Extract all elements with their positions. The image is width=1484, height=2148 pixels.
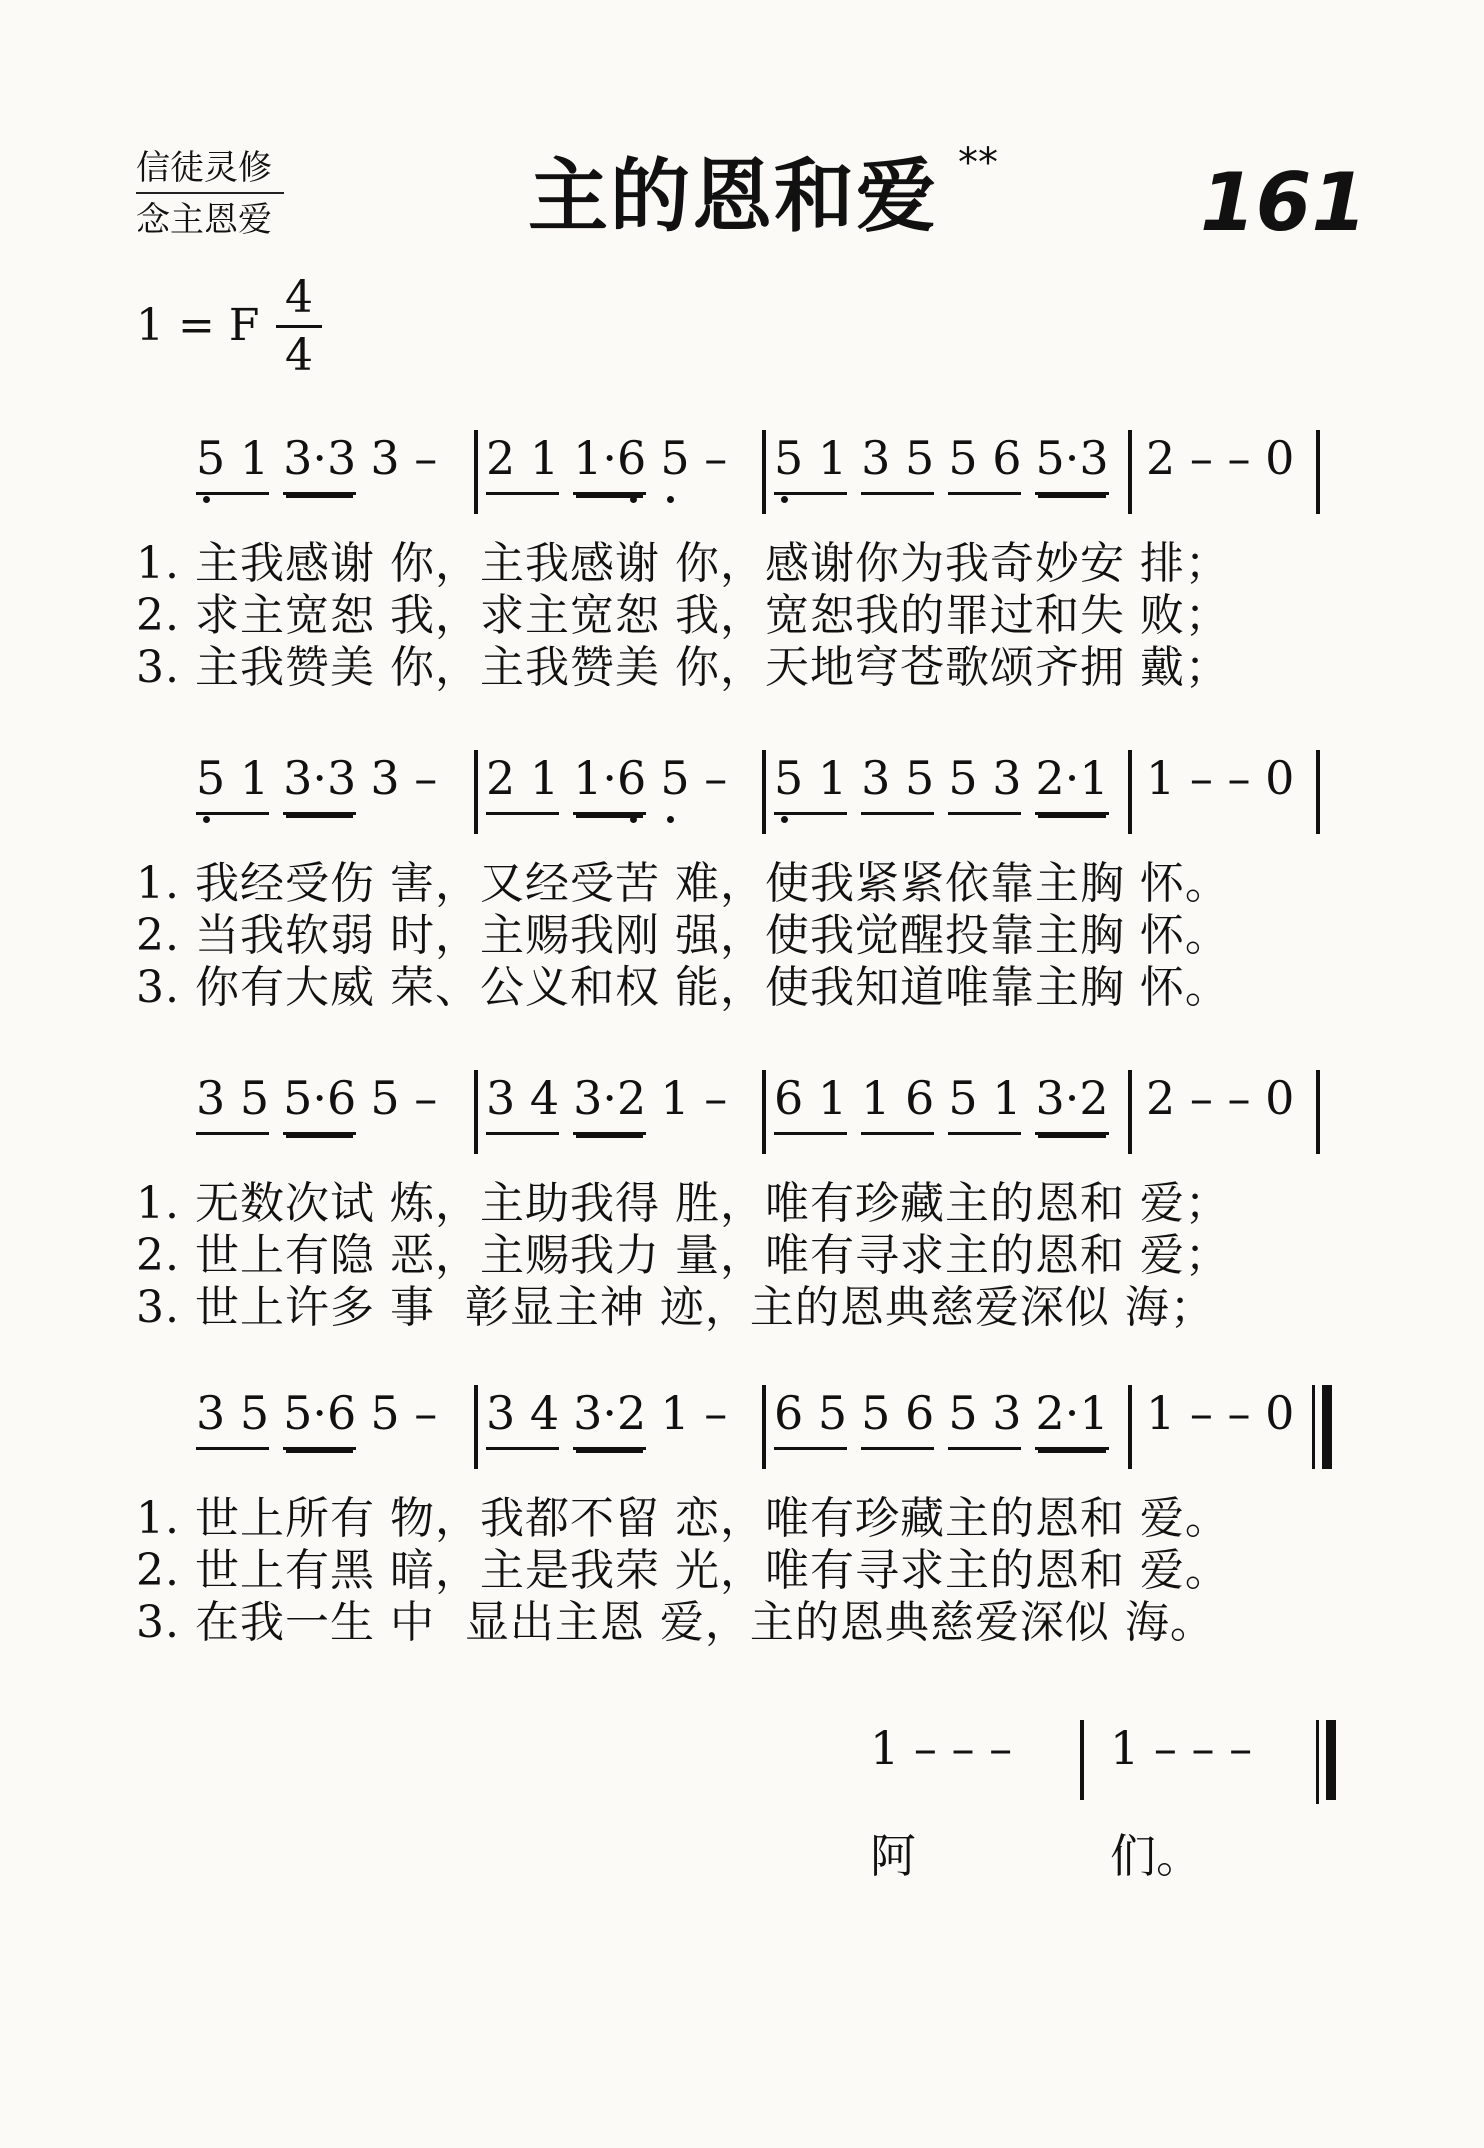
barline [474,430,478,514]
hymn-number: 161 [1200,156,1367,249]
note-group: 5 – [660,750,727,812]
barline [1128,430,1132,514]
amen-word-2: 们。 [1110,1829,1202,1883]
barline [762,1070,766,1154]
amen-ending [870,1720,1340,1890]
measure-3-1 [196,1070,451,1160]
lyric-line: 2. 当我软弱 时，主赐我刚 强，使我觉醒投靠主胸 怀。 [136,910,1230,961]
note-group: 5·3 [1035,430,1108,495]
measure-3-3 [774,1070,1123,1160]
note-group: 5 – [660,430,727,492]
lyric-line: 1. 无数次试 炼，主助我得 胜，唯有珍藏主的恩和 爱； [136,1178,1230,1229]
barline [1128,1070,1132,1154]
category-line-2: 念主恩爱 [136,200,272,240]
note-group: 3 – [370,751,438,805]
measure-2-1 [196,750,451,840]
category-line-1: 信徒灵修 [136,148,272,188]
note-group: 5 1 [948,1070,1021,1135]
note-group: 3·3 [283,430,356,495]
barline [1080,1720,1084,1800]
category-divider [136,192,284,194]
note-group: 1·6 [573,430,646,495]
note-group: 5 – [370,1071,438,1125]
note-group: 5 3 [948,750,1021,815]
barline [1128,750,1132,834]
note-group: 2·1 [1035,1385,1108,1450]
measure-1-4 [1146,430,1308,520]
measure-3-2 [486,1070,741,1160]
note-group: 5 1 [196,430,269,495]
note-group: 1 6 [861,1070,934,1135]
note-group: 1 – – – [870,1721,1013,1775]
note-group: 3 – [370,431,438,485]
note-group: 6 5 [774,1385,847,1450]
note-group: 5 – [370,1386,438,1440]
time-signature-bottom: 4 [285,330,313,381]
barline [474,1070,478,1154]
note-group: 2 1 [486,430,559,495]
measure-2-3 [774,750,1123,840]
barline [1316,750,1320,834]
note-group: 5 6 [861,1385,934,1450]
lyric-line: 2. 世上有隐 恶，主赐我力 量，唯有寻求主的恩和 爱； [136,1230,1230,1281]
measure-4-4 [1146,1385,1308,1475]
note-group: 3·2 [573,1070,646,1135]
note-group: 3·3 [283,750,356,815]
note-group: 3 5 [196,1385,269,1450]
note-group: 5 3 [948,1385,1021,1450]
key-signature: 1 = F [136,300,260,351]
lyric-line: 1. 我经受伤 害，又经受苦 难，使我紧紧依靠主胸 怀。 [136,858,1230,909]
note-group: 3 4 [486,1385,559,1450]
measure-4-3 [774,1385,1123,1475]
measure-4-1 [196,1385,451,1475]
note-group: 1·6 [573,750,646,815]
final-barline [1326,1720,1336,1800]
measure-2-2 [486,750,741,840]
note-group: 1 – – – [1110,1721,1253,1775]
barline [474,1385,478,1469]
barline [1316,430,1320,514]
lyrics-block-4 [136,1493,1230,1649]
note-group: 5 1 [774,750,847,815]
lyric-line: 1. 主我感谢 你，主我感谢 你，感谢你为我奇妙安 排； [136,538,1230,589]
notation-line-2 [0,750,1484,840]
note-group: 5 1 [774,430,847,495]
note-group: 3·2 [1035,1070,1108,1135]
note-group: 1 – – 0 [1146,751,1295,805]
note-group: 2 1 [486,750,559,815]
title-marker: ** [958,140,998,186]
lyrics-block-2 [136,858,1230,1014]
measure-3-4 [1146,1070,1308,1160]
final-barline [1322,1385,1332,1469]
notation-line-1 [0,430,1484,520]
note-group: 3 5 [861,750,934,815]
time-signature-top: 4 [285,272,313,323]
note-group: 3 4 [486,1070,559,1135]
barline [1128,1385,1132,1469]
lyric-line: 2. 世上有黑 暗，主是我荣 光，唯有寻求主的恩和 爱。 [136,1545,1230,1596]
hymn-title: 主的恩和爱 [528,149,938,243]
barline [474,750,478,834]
note-group: 5 6 [948,430,1021,495]
barline [762,750,766,834]
note-group: 2·1 [1035,750,1108,815]
note-group: 5 1 [196,750,269,815]
amen-measure-1 [870,1720,1026,1810]
lyrics-block-1 [136,538,1230,694]
note-group: 3·2 [573,1385,646,1450]
barline [762,430,766,514]
measure-1-3 [774,430,1123,520]
lyric-line: 3. 世上许多 事 彰显主神 迹，主的恩典慈爱深似 海； [136,1282,1215,1333]
lyric-line: 3. 主我赞美 你，主我赞美 你，天地穹苍歌颂齐拥 戴； [136,642,1230,693]
amen-measure-2 [1110,1720,1266,1810]
note-group: 5·6 [283,1385,356,1450]
note-group: 2 – – 0 [1146,431,1295,485]
barline [1316,1070,1320,1154]
note-group: 1 – [660,1386,728,1440]
note-group: 2 – – 0 [1146,1071,1295,1125]
note-group: 1 – – 0 [1146,1386,1295,1440]
lyrics-block-3 [136,1178,1230,1334]
note-group: 6 1 [774,1070,847,1135]
measure-2-4 [1146,750,1308,840]
lyric-line: 2. 求主宽恕 我，求主宽恕 我，宽恕我的罪过和失 败； [136,590,1230,641]
barline [762,1385,766,1469]
note-group: 1 – [660,1071,728,1125]
notation-line-3 [0,1070,1484,1160]
lyric-line: 3. 在我一生 中 显出主恩 爱，主的恩典慈爱深似 海。 [136,1597,1215,1648]
note-group: 3 5 [861,430,934,495]
time-signature [276,272,322,381]
measure-1-1 [196,430,451,520]
lyric-line: 3. 你有大威 荣、公义和权 能，使我知道唯靠主胸 怀。 [136,962,1230,1013]
amen-word-1: 阿 [870,1829,916,1883]
lyric-line: 1. 世上所有 物，我都不留 恋，唯有珍藏主的恩和 爱。 [136,1493,1230,1544]
note-group: 5·6 [283,1070,356,1135]
measure-1-2 [486,430,741,520]
note-group: 3 5 [196,1070,269,1135]
measure-4-2 [486,1385,741,1475]
notation-line-4 [0,1385,1484,1475]
time-signature-bar [276,325,322,328]
category-label [136,146,284,242]
